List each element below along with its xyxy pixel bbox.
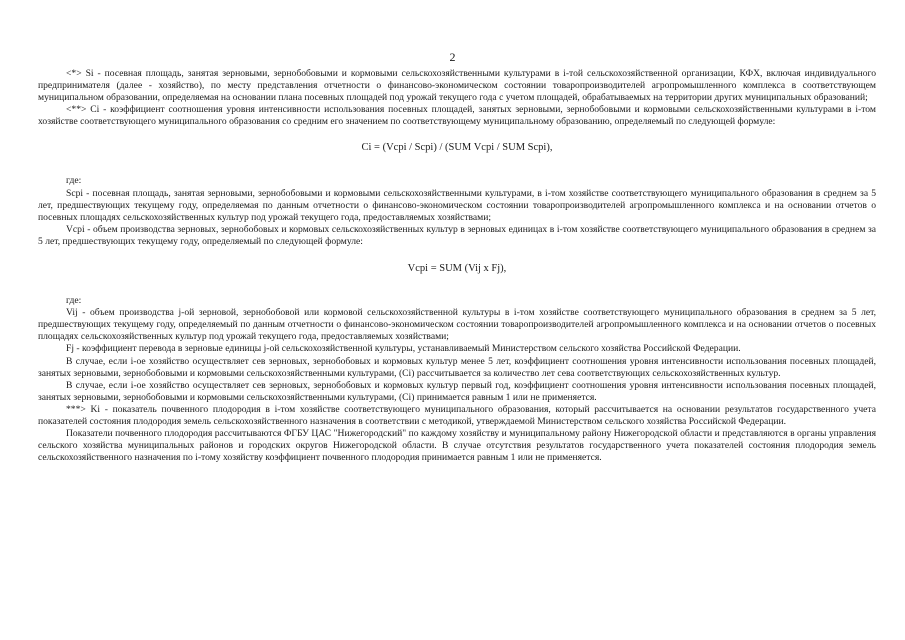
paragraph-soil-fertility: Показатели почвенного плодородия рассчитываются ФГБУ ЦАС "Нижегородский" по каждому хозяйству и муниципальному району Нижегородской области и представляются в органы управления сельского хозяйства муниципальных районов и городских округов Нижегородской области. В случае отсутствия результатов государственного учета показателей состояния плодородия земель сельскохозяйственного назначения по i-тому хозяйству коэффициент почвенного плодородия принимается равным 1 или не применяется.: [38, 428, 876, 464]
paragraph-less-than-5-years: В случае, если i-ое хозяйство осуществляет сев зерновых, зернобобовых и кормовых культур менее 5 лет, коэффициент соотношения уровня интенсивности использования посевных площадей, занятых зерновыми, зернобобовыми и кормовыми сельскохозяйственными культурами, (Ci) рассчитывается за количество лет сева соответствующих сельскохозяйственных культур.: [38, 355, 876, 379]
formula-vcpi: Vcpi = SUM (Vij x Fj),: [407, 263, 507, 275]
footnote-si: <*> Si - посевная площадь, занятая зерновыми, зернобобовыми и кормовыми сельскохозяйственными культурами в i-той сельскохозяйственной организации, КФХ, включая индивидуального предпринимателя (далее - хозяйство), по месту представления отчетности о финансово-экономическом состоянии товаропроизводителей агропромышленного комплекса в соответствующем муниципальном образовании, определяемая на основании плана посевных площадей под урожай текущего года с учетом площадей, обрабатываемых на территории других муниципальных образований;: [38, 68, 876, 104]
where-label-1: где:: [66, 175, 82, 187]
definition-scpi: Scpi - посевная площадь, занятая зерновыми, зернобобовыми и кормовыми сельскохозяйственными культурами, в i-том хозяйстве соответствующего муниципального образования в среднем за 5 лет, предшествующих текущему году, определяемая по данным отчетности о финансово-экономическом состоянии товаропроизводителей агропромышленного комплекса и на основании отчетов о посевных площадях сельскохозяйственных культур под урожай текущего года, предоставляемых хозяйствами;: [38, 187, 876, 223]
footnote-ci: <**> Ci - коэффициент соотношения уровня интенсивности использования посевных площадей, занятых зерновыми, зернобобовыми и кормовыми сельскохозяйственными культурами в i-том хозяйстве соответствующего муниципального образования со средним его значением по соответствующему муниципальному образованию, определяемый по следующей формуле:: [38, 104, 876, 128]
definition-fj: Fj - коэффициент перевода в зерновые единицы j-ой сельскохозяйственной культуры, устанавливаемый Министерством сельского хозяйства Российской Федерации.: [66, 343, 741, 355]
page-number: 2: [449, 50, 456, 64]
paragraph-first-year: В случае, если i-ое хозяйство осуществляет сев зерновых, зернобобовых и кормовых культур первый год, коэффициент соотношения уровня интенсивности использования посевных площадей, занятых зерновыми, зернобобовыми и кормовыми сельскохозяйственными культурами, (Ci) принимается равным 1 или не применяется.: [38, 379, 876, 403]
definition-vcpi: Vcpi - объем производства зерновых, зернобобовых и кормовых сельскохозяйственных культур в зерновых единицах в i-том хозяйстве соответствующего муниципального образования в среднем за 5 лет, предшествующих текущему году, определяемый по следующей формуле:: [38, 223, 876, 247]
document-body: [38, 68, 876, 464]
definition-vij: Vij - объем производства j-ой зерновой, зернобобовой или кормовой сельскохозяйственной культуры в i-том хозяйстве соответствующего муниципального образования в среднем за 5 лет, предшествующих текущему году, определяемый по данным отчетности о финансово-экономическом состоянии товаропроизводителей агропромышленного комплекса и на основании отчетов о посевных площадях сельскохозяйственных культур под урожай текущего года, предоставляемых хозяйствами;: [38, 307, 876, 343]
formula-ci: Ci = (Vcpi / Scpi) / (SUM Vcpi / SUM Scpi),: [361, 142, 553, 154]
where-label-2: где:: [66, 295, 82, 307]
footnote-ki: ***> Ki - показатель почвенного плодородия в i-том хозяйстве соответствующего муниципального образования, который рассчитывается на основании результатов государственного учета показателей состояния плодородия земель сельскохозяйственного назначения в соответствии с методикой, утверждаемой Министерством сельского хозяйства Российской Федерации.: [38, 403, 876, 427]
